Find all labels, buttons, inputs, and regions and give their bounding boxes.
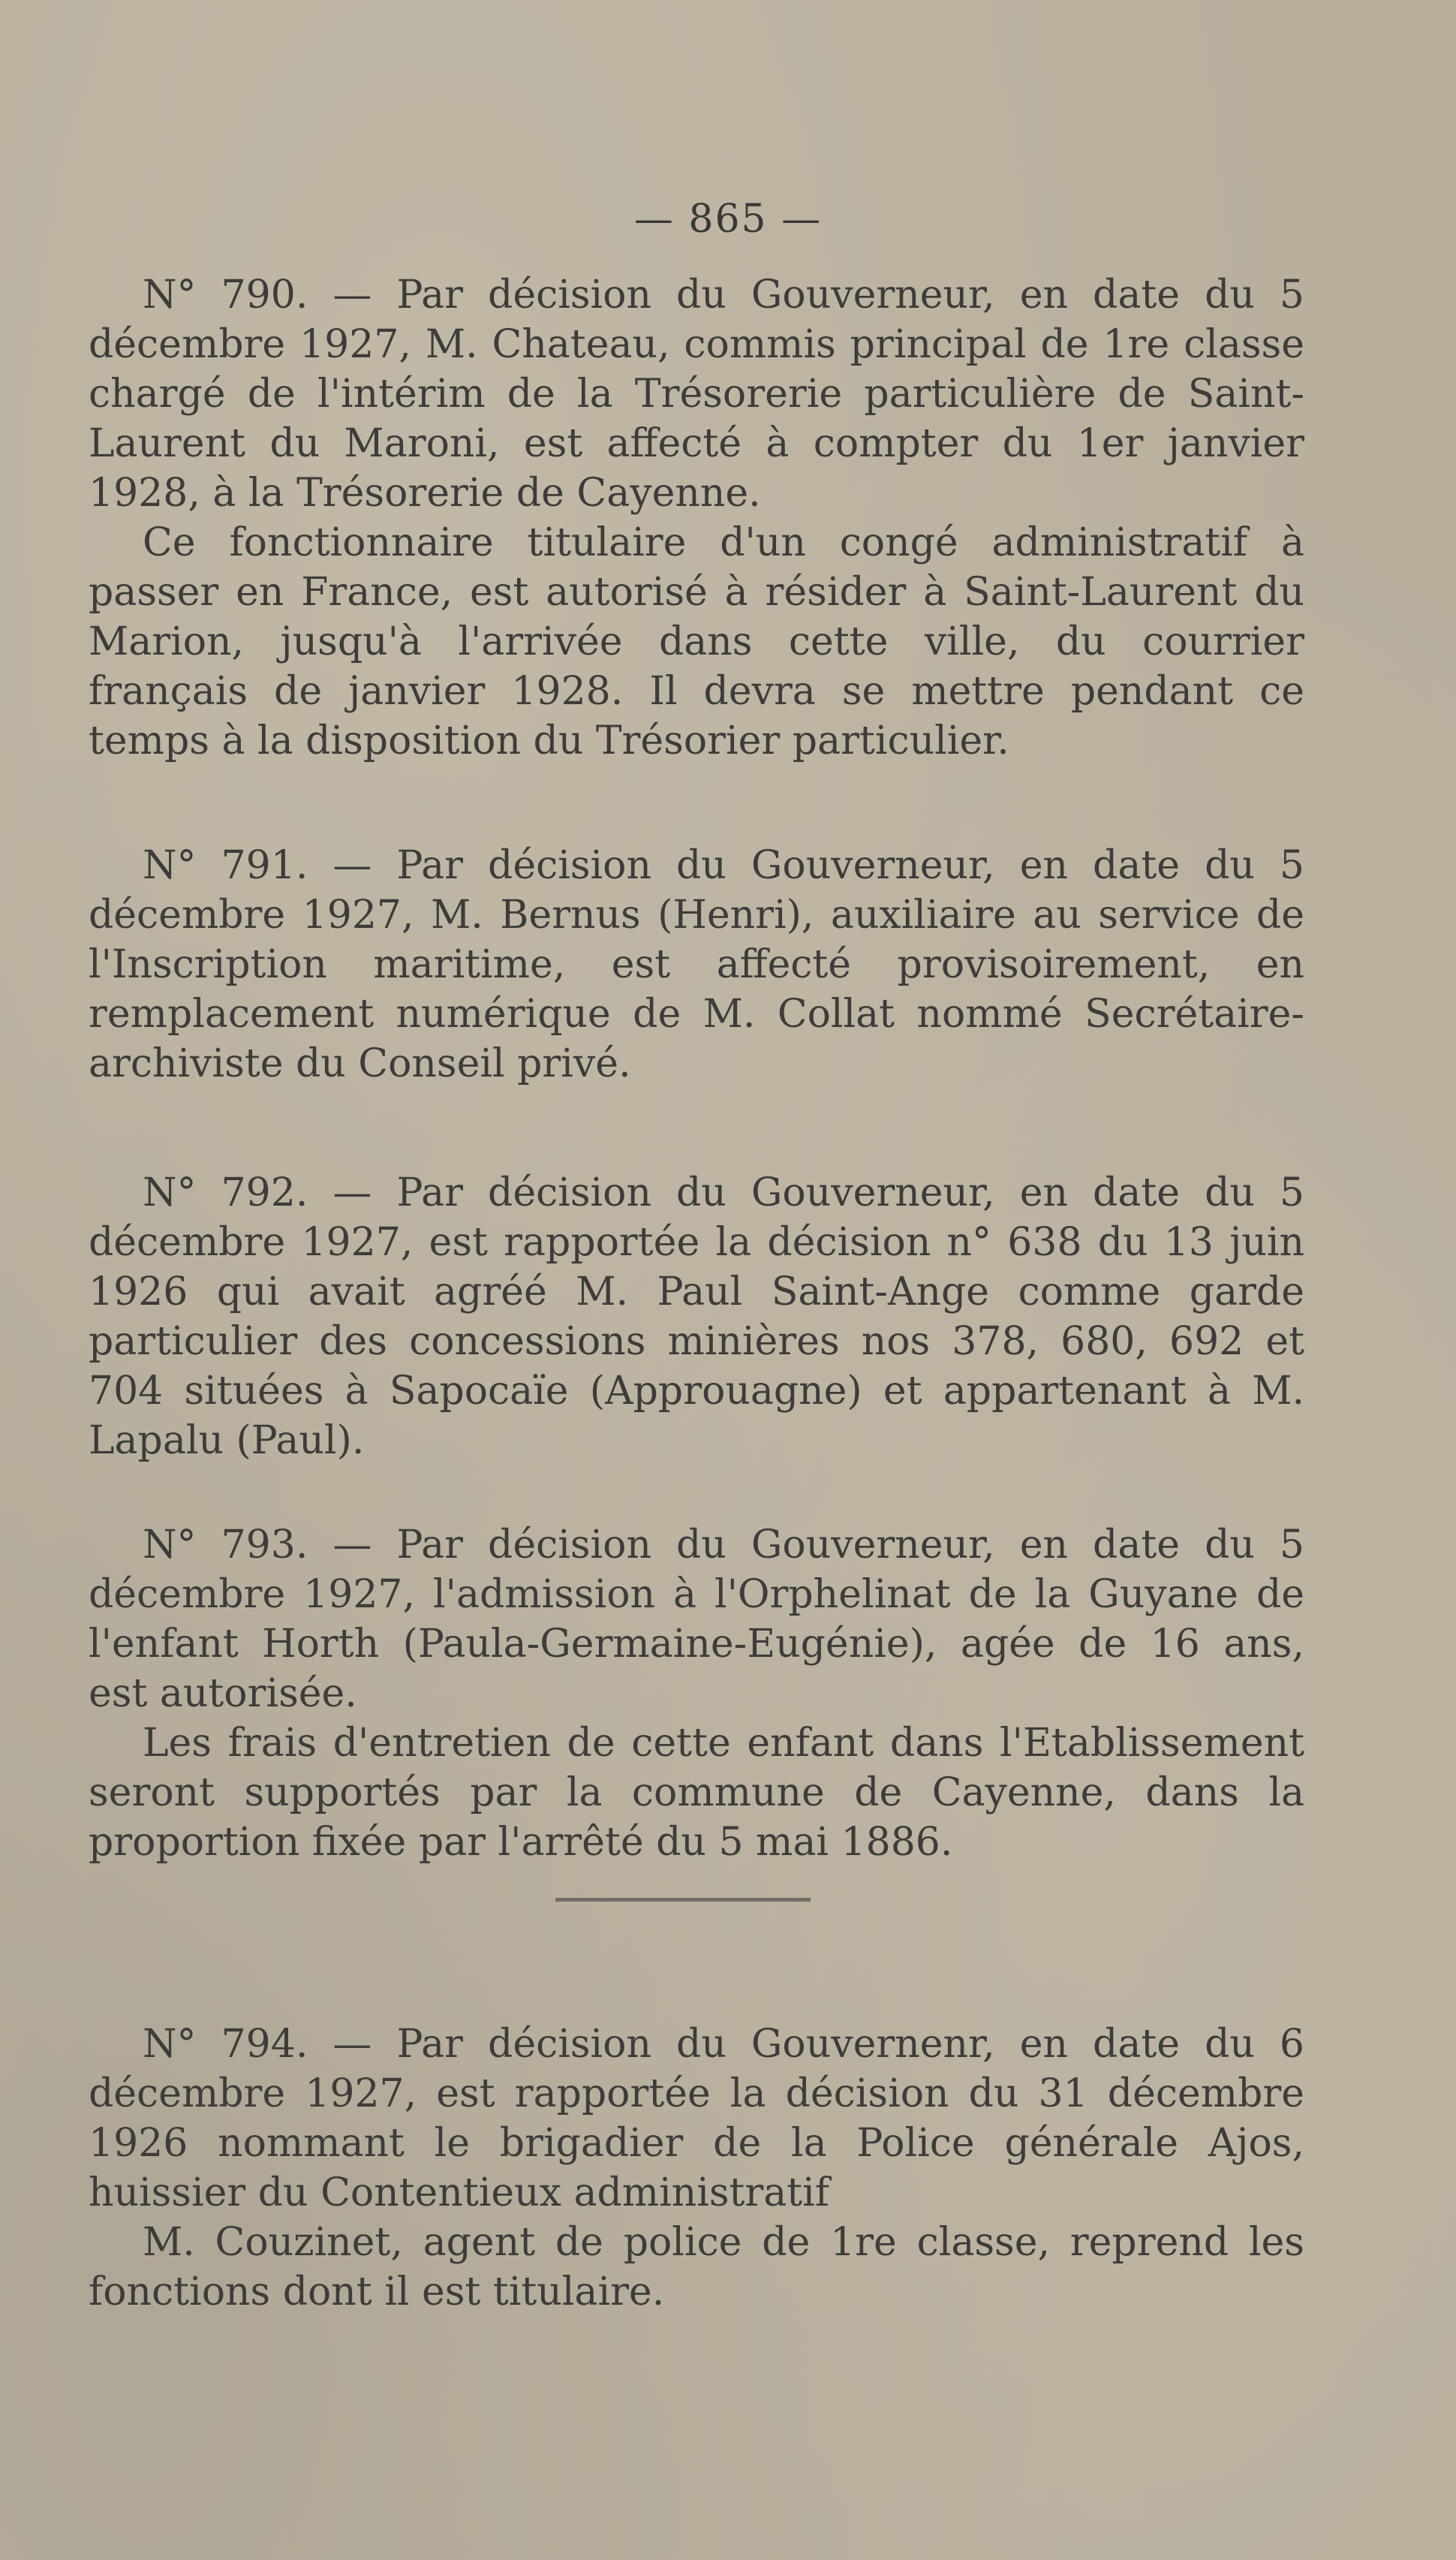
page-number: — 865 —: [633, 197, 823, 242]
section-divider: [555, 1898, 811, 1902]
decision-entry-794: [89, 2019, 1304, 2317]
decision-entry-792: [89, 1168, 1304, 1465]
decision-entry-790: [89, 270, 1304, 766]
entry-paragraph: N° 794. — Par décision du Gouvernenr, en date du 6 décembre 1927, est rapportée la décision du 31 décembre 1926 nommant le brigadier de la Police générale Ajos, huissier du Contentieux administratif: [89, 2022, 1304, 2215]
decision-entry-793: [89, 1520, 1304, 1867]
entry-paragraph: N° 791. — Par décision du Gouverneur, en date du 5 décembre 1927, M. Bernus (Henri), auxiliaire au service de l'Inscription maritime, est affecté provisoirement, en remplacement numérique de M. Collat nommé Secrétaire-archiviste du Conseil privé.: [89, 843, 1304, 1086]
entry-paragraph: N° 792. — Par décision du Gouverneur, en date du 5 décembre 1927, est rapportée la décision n° 638 du 13 juin 1926 qui avait agréé M. Paul Saint-Ange comme garde particulier des concessions minières nos 378, 680, 692 et 704 situées à Sapocaïe (Approuagne) et appartenant à M. Lapalu (Paul).: [89, 1170, 1304, 1463]
decision-entry-791: [89, 841, 1304, 1089]
entry-paragraph: Ce fonctionnaire titulaire d'un congé administratif à passer en France, est autorisé à résider à Saint-Laurent du Marion, jusqu'à l'arrivée dans cette ville, du courrier français de janvier 1928. Il devra se mettre pendant ce temps à la disposition du Trésorier particulier.: [89, 520, 1304, 763]
entry-paragraph: Les frais d'entretien de cette enfant dans l'Etablissement seront supportés par la commune de Cayenne, dans la proportion fixée par l'arrêté du 5 mai 1886.: [89, 1721, 1304, 1865]
entry-paragraph: N° 790. — Par décision du Gouverneur, en date du 5 décembre 1927, M. Chateau, commis principal de 1re classe chargé de l'intérim de la Trésorerie particulière de Saint-Laurent du Maroni, est affecté à compter du 1er janvier 1928, à la Trésorerie de Cayenne.: [89, 273, 1304, 516]
entry-paragraph: N° 793. — Par décision du Gouverneur, en date du 5 décembre 1927, l'admission à l'Orphelinat de la Guyane de l'enfant Horth (Paula-Germaine-Eugénie), agée de 16 ans, est autorisée.: [89, 1522, 1304, 1716]
entry-paragraph: M. Couzinet, agent de police de 1re classe, reprend les fonctions dont il est titulaire.: [89, 2220, 1304, 2315]
